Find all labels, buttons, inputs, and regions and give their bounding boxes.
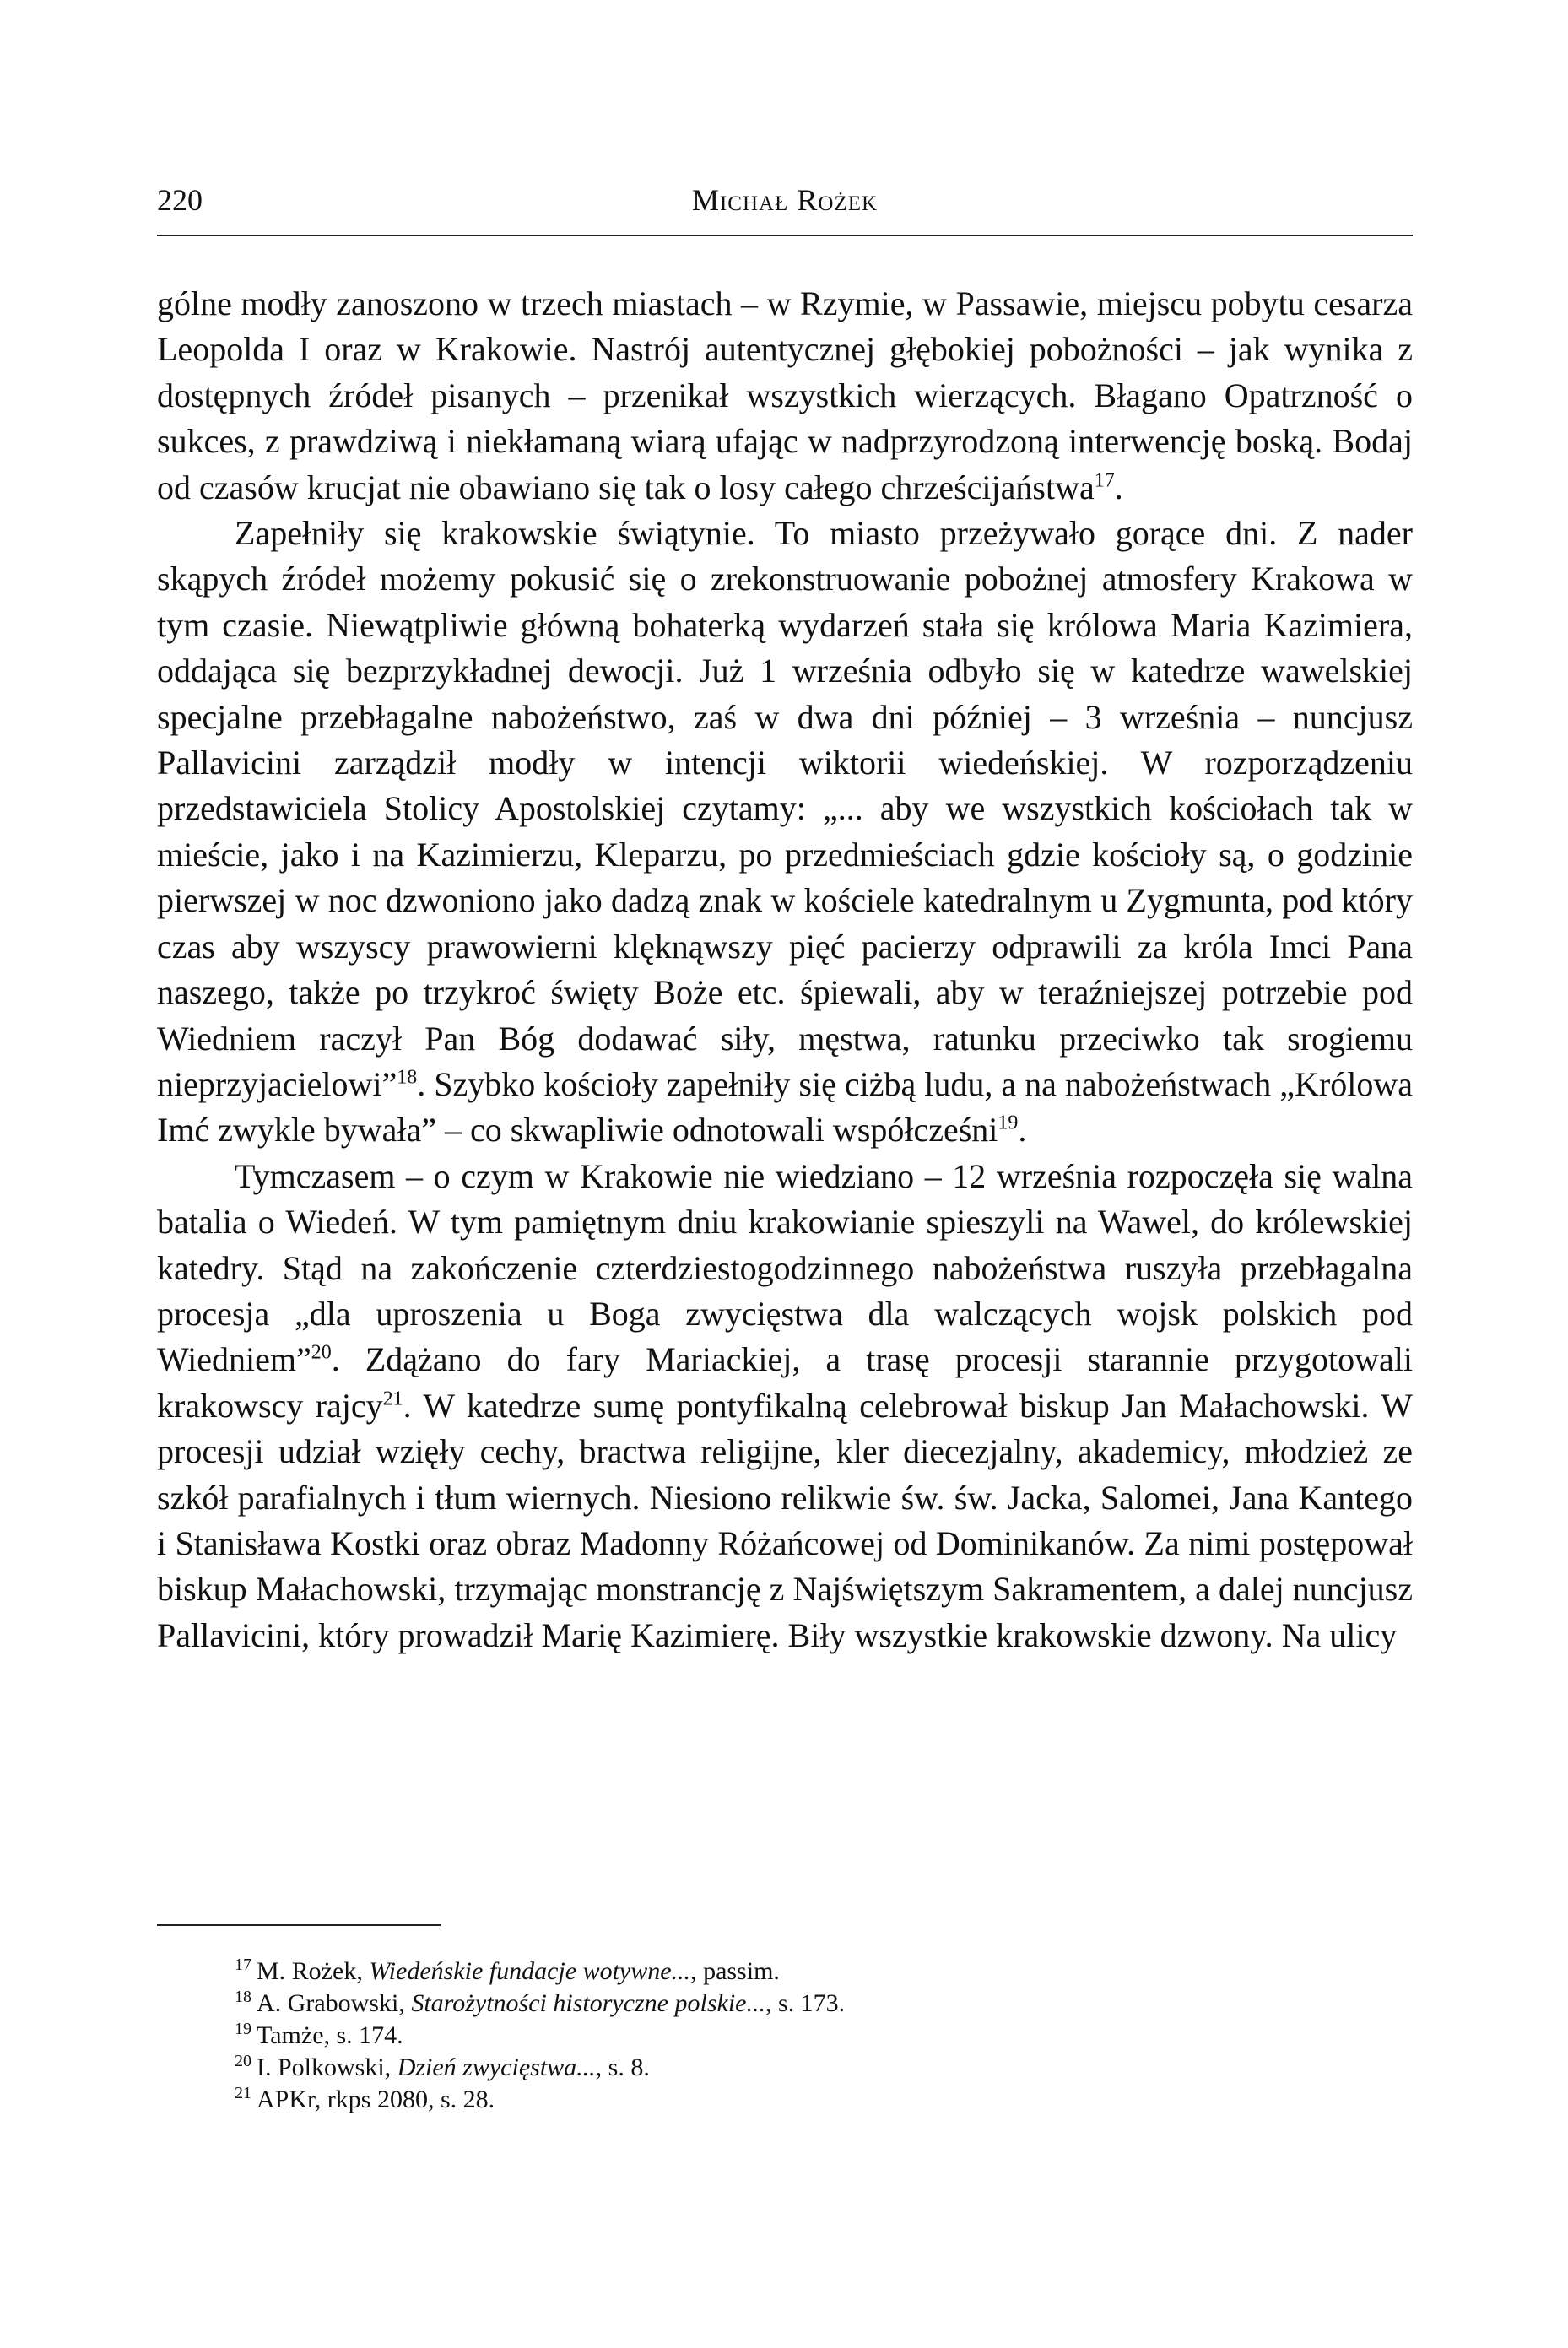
footnote-title: Dzień zwycięstwa... [397, 2053, 596, 2081]
paragraph-text: . Szybko kościoły zapełniły się ciżbą ludu, a na nabożeństwach „Królowa Imć zwykle bywała” – co skwapliwie odnotowali współcześni [157, 1064, 1413, 1150]
footnote-item [235, 2020, 1332, 2052]
footnote-title: Starożytności historyczne polskie... [411, 1989, 765, 2017]
footnotes [235, 1956, 1332, 2116]
footnote-ref[interactable]: 20 [311, 1342, 332, 1365]
paragraph-text: gólne modły zanoszono w trzech miastach – w Rzymie, w Passawie, miejscu pobytu cesarza Leopolda I oraz w Krakowie. Nastrój autentycznej głębokiej pobożności – jak wynika z dostępnych źródeł pisanych – przenikał wszystkich wierzących. Błagano Opatrzność o sukces, z prawdziwą i niekłamaną wiarą ufając w nadprzyrodzoną interwencję boską. Bodaj od czasów krucjat nie obawiano się tak o losy całego chrześcijaństwa [157, 284, 1413, 506]
footnote-number: 19 [235, 2020, 251, 2038]
footnote-ref[interactable]: 18 [397, 1066, 418, 1089]
paragraph-2 [157, 511, 1413, 1154]
footnote-rest: , s. 173. [765, 1989, 846, 2017]
footnote-number: 18 [235, 1988, 251, 2006]
paragraph-3 [157, 1154, 1413, 1658]
running-head: Michał Rożek [691, 183, 879, 217]
page-number: 220 [157, 183, 203, 217]
footnote-item [235, 1988, 1332, 2020]
footnote-author: M. Rożek, [257, 1957, 370, 1985]
footnote-number: 21 [235, 2084, 251, 2102]
paragraph-text: Tymczasem – o czym w Krakowie nie wiedziano – 12 września rozpoczęła się walna batalia o Wiedeń. W tym pamiętnym dniu krakowianie spieszyli na Wawel, do królewskiej katedry. Stąd na zakończenie czterdziestogodzinnego nabożeństwa ruszyła przebłagalna procesja „dla uproszenia u Boga zwycięstwa dla walczących wojsk polskich pod Wiedniem” [157, 1156, 1413, 1379]
paragraph-text: . [1114, 468, 1123, 506]
paragraph-text: . [1018, 1111, 1027, 1150]
footnote-author: Tamże, s. 174. [257, 2021, 403, 2049]
footnote-item [235, 2052, 1332, 2084]
footnote-ref[interactable]: 19 [998, 1112, 1019, 1134]
paragraph-text: Zapełniły się krakowskie świątynie. To miasto przeżywało gorące dni. Z nader skąpych źródeł możemy pokusić się o zrekonstruowanie pobożnej atmosfery Krakowa w tym czasie. Niewątpliwie główną bohaterką wydarzeń stała się królowa Maria Kazimiera, oddająca się bezprzykładnej dewocji. Już 1 września odbyło się w katedrze wawelskiej specjalne przebłagalne nabożeństwo, zaś w dwa dni później – 3 września – nuncjusz Pallavicini zarządził modły w intencji wiktorii wiedeńskiej. W rozporządzeniu przedstawiciela Stolicy Apostolskiej czytamy: „... aby we wszystkich kościołach tak w mieście, jako i na Kazimierzu, Kleparzu, po przedmieściach gdzie kościoły są, o godzinie pierwszej w noc dzwoniono jako dadzą znak w kościele katedralnym u Zygmunta, pod który czas aby wszyscy prawowierni klęknąwszy pięć pacierzy odprawili za króla Imci Pana naszego, także po trzykroć święty Boże etc. śpiewali, aby w teraźniejszej potrzebie pod Wiedniem raczył Pan Bóg dodawać siły, męstwa, ratunku przeciwko tak srogiemu nieprzyjacielowi” [157, 514, 1413, 1103]
footnote-rest: , passim. [690, 1957, 780, 1985]
footnote-item [235, 2084, 1332, 2116]
body-text [157, 281, 1413, 1658]
footnote-ref[interactable]: 17 [1094, 469, 1115, 492]
footnote-title: Wiedeńskie fundacje wotywne... [369, 1957, 691, 1985]
footnote-ref[interactable]: 21 [382, 1388, 403, 1410]
paragraph-text: . W katedrze sumę pontyfikalną celebrował biskup Jan Małachowski. W procesji udział wzięły cechy, bractwa religijne, kler diecezjalny, akademicy, młodzież ze szkół parafialnych i tłum wiernych. Niesiono relikwie św. św. Jacka, Salomei, Jana Kantego i Stanisława Kostki oraz obraz Madonny Różańcowej od Dominikanów. Za nimi postępował biskup Małachowski, trzymając monstrancję z Najświętszym Sakramentem, a dalej nuncjusz Pallavicini, który prowadził Marię Kazimierę. Biły wszystkie krakowskie dzwony. Na ulicy [157, 1386, 1413, 1654]
paragraph-text: . Zdążano do fary Mariackiej, a trasę procesji starannie przygotowali krakowscy rajcy [157, 1340, 1413, 1425]
footnote-number: 17 [235, 1956, 251, 1974]
footnote-author: APKr, rkps 2080, s. 28. [257, 2086, 495, 2113]
footnote-number: 20 [235, 2052, 251, 2070]
paragraph-1 [157, 281, 1413, 511]
page-header [157, 179, 1413, 230]
footnote-rest: , s. 8. [595, 2053, 650, 2081]
header-rule [157, 235, 1413, 236]
footnote-author: I. Polkowski, [257, 2053, 397, 2081]
footnote-separator [157, 1924, 441, 1926]
footnote-item [235, 1956, 1332, 1988]
footnote-author: A. Grabowski, [257, 1989, 412, 2017]
